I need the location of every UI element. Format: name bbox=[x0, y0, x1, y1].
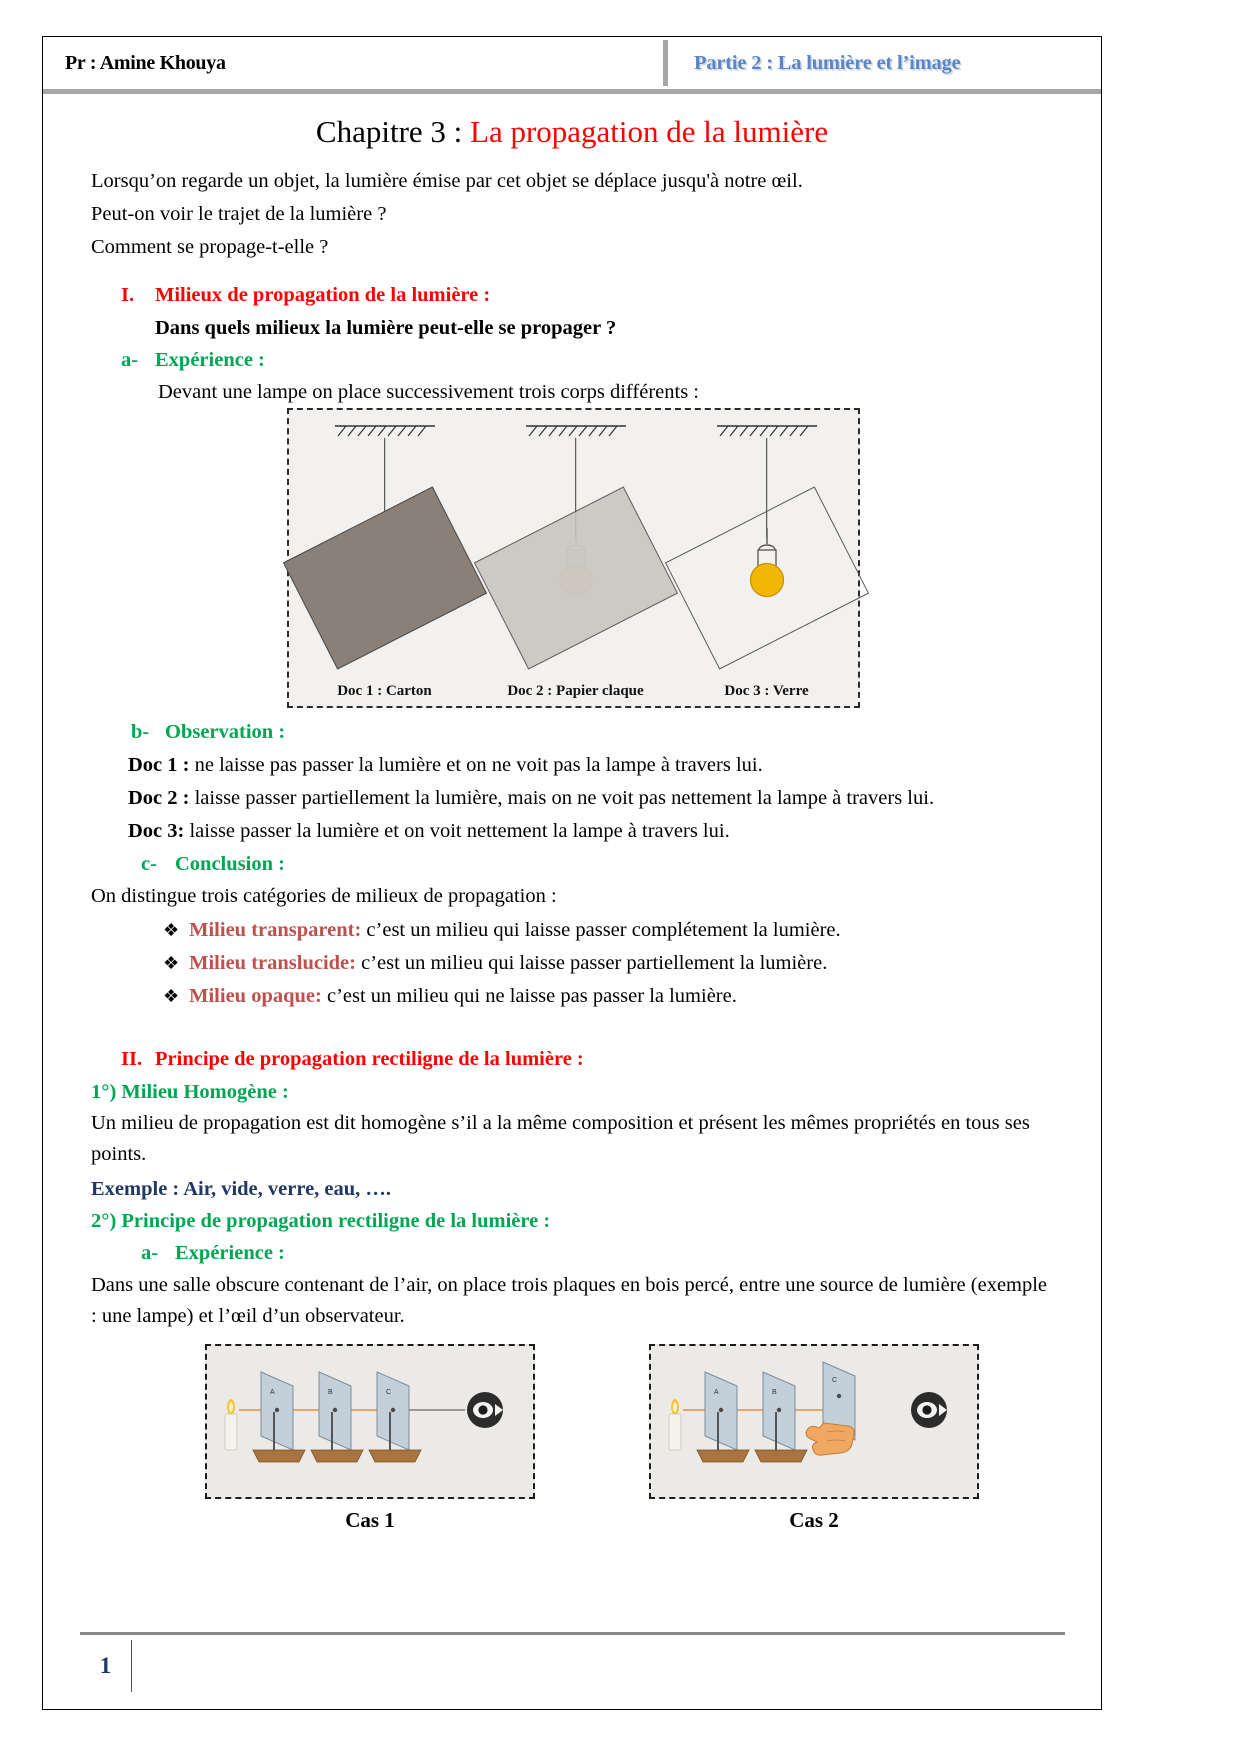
plate-C bbox=[369, 1372, 421, 1462]
papier-calque-plate bbox=[473, 487, 677, 670]
section-1-heading bbox=[43, 279, 1101, 311]
bullet-term: Milieu translucide: bbox=[189, 952, 356, 975]
title-main: La propagation de la lumière bbox=[470, 114, 829, 149]
bullet-text: c’est un milieu qui laisse passer partiellement la lumière. bbox=[355, 952, 828, 975]
case-1-label: Cas 1 bbox=[345, 1507, 395, 1532]
section-1-a-heading bbox=[43, 344, 1101, 376]
section-1-a-letter: a- bbox=[121, 349, 139, 372]
figure-1-three-bodies bbox=[287, 408, 860, 708]
diamond-bullet-icon: ❖ bbox=[163, 919, 180, 940]
figure-2-wrapper bbox=[43, 1334, 1101, 1533]
header-vertical-divider bbox=[663, 40, 668, 86]
figure-1-doc-3 bbox=[671, 410, 862, 710]
figure-1-caption-2: Doc 2 : Papier claque bbox=[507, 683, 644, 700]
page-content bbox=[43, 100, 1101, 1533]
footer-page-box bbox=[80, 1640, 132, 1692]
section-1-b-heading bbox=[43, 716, 1101, 748]
section-2-sub2-heading: 2°) Principe de propagation rectiligne de la lumière : bbox=[91, 1209, 551, 1232]
figure-1-doc-1 bbox=[289, 410, 480, 710]
conclusion-bullet bbox=[43, 947, 1101, 980]
bullet-term: Milieu transparent: bbox=[189, 918, 362, 941]
svg-text:C: C bbox=[832, 1376, 838, 1384]
lamp-source-icon-2 bbox=[669, 1399, 681, 1450]
observation-text: ne laisse pas passer la lumière et on ne voit pas la lampe à travers lui. bbox=[189, 753, 763, 776]
page-header bbox=[43, 37, 1101, 89]
svg-text:B: B bbox=[328, 1388, 333, 1396]
bullet-term: Milieu opaque: bbox=[189, 985, 322, 1008]
observation-row bbox=[43, 815, 1101, 848]
section-2-a-heading bbox=[43, 1237, 1101, 1269]
figure-1-caption-3: Doc 3 : Verre bbox=[724, 683, 809, 700]
intro-line-2: Peut-on voir le trajet de la lumière ? bbox=[91, 203, 387, 226]
plate-B bbox=[311, 1372, 363, 1462]
conclusion-bullet bbox=[43, 914, 1101, 947]
figure-2-case-1 bbox=[205, 1344, 535, 1533]
section-2-heading bbox=[43, 1043, 1101, 1075]
case-2-diagram bbox=[651, 1346, 981, 1501]
section-1-c-text: On distingue trois catégories de milieux de propagation : bbox=[91, 884, 557, 907]
observation-lead: Doc 1 : bbox=[128, 753, 190, 776]
section-2-a-letter: a- bbox=[141, 1242, 159, 1265]
section-2-title: Principe de propagation rectiligne de la lumière : bbox=[155, 1048, 584, 1071]
carton-plate bbox=[282, 487, 486, 670]
plate-A bbox=[253, 1372, 305, 1462]
case-2-scene bbox=[649, 1344, 979, 1499]
section-1-c-letter: c- bbox=[141, 853, 157, 876]
footer-rule bbox=[80, 1632, 1065, 1635]
figure-1-caption-1: Doc 1 : Carton bbox=[337, 683, 432, 700]
svg-text:A: A bbox=[714, 1388, 719, 1396]
case-2-label: Cas 2 bbox=[789, 1507, 839, 1532]
observation-row bbox=[43, 749, 1101, 782]
partie-title: Partie 2 : La lumière et l’image bbox=[694, 51, 961, 74]
plate-A bbox=[697, 1372, 749, 1462]
ceiling-hatch-icon-2 bbox=[525, 422, 627, 438]
header-right-cell bbox=[694, 37, 1101, 89]
svg-text:C: C bbox=[386, 1388, 392, 1396]
observation-lead: Doc 3: bbox=[128, 820, 185, 843]
section-2-sub1-heading: 1°) Milieu Homogène : bbox=[91, 1080, 289, 1103]
section-1-question: Dans quels milieux la lumière peut-elle se propager ? bbox=[155, 316, 617, 339]
section-1-a-text: Devant une lampe on place successivement trois corps différents : bbox=[158, 380, 699, 403]
observation-lead: Doc 2 : bbox=[128, 786, 190, 809]
bullet-text: c’est un milieu qui laisse passer complétement la lumière. bbox=[361, 918, 841, 941]
intro-line-1: Lorsqu’on regarde un objet, la lumière émise par cet objet se déplace jusqu'à notre œil. bbox=[91, 170, 803, 192]
section-1-b-letter: b- bbox=[131, 721, 150, 744]
section-1-number: I. bbox=[121, 284, 135, 307]
section-2-number: II. bbox=[121, 1048, 143, 1071]
observer-eye-icon-2 bbox=[911, 1392, 947, 1428]
conclusion-bullet bbox=[43, 980, 1101, 1013]
case-1-diagram bbox=[207, 1346, 537, 1501]
hand-icon bbox=[806, 1423, 854, 1455]
section-1-a-label: Expérience : bbox=[155, 349, 265, 372]
section-2-example: Exemple : Air, vide, verre, eau, …. bbox=[91, 1177, 392, 1200]
section-1-b-label: Observation : bbox=[165, 721, 286, 744]
plate-B bbox=[755, 1372, 807, 1462]
section-1-c-heading bbox=[43, 848, 1101, 880]
observation-text: laisse passer la lumière et on voit nettement la lampe à travers lui. bbox=[184, 820, 730, 843]
svg-text:A: A bbox=[270, 1388, 275, 1396]
section-2-a-text: Dans une salle obscure contenant de l’air, on place trois plaques en bois percé, entre une source de lumière (exemple : une lampe) et l’œil d’un observateur. bbox=[91, 1273, 1048, 1327]
case-1-scene bbox=[205, 1344, 535, 1499]
professor-name: Pr : Amine Khouya bbox=[65, 51, 226, 74]
diamond-bullet-icon: ❖ bbox=[163, 953, 180, 974]
section-2-sub1-text: Un milieu de propagation est dit homogène s’il a la même composition et présent les mêmes propriétés en tous ses points. bbox=[91, 1112, 1030, 1166]
section-1-c-label: Conclusion : bbox=[175, 853, 285, 876]
header-left-cell bbox=[43, 37, 663, 89]
diamond-bullet-icon: ❖ bbox=[163, 986, 180, 1007]
intro-line-3: Comment se propage-t-elle ? bbox=[91, 236, 329, 259]
header-horizontal-rule bbox=[43, 89, 1101, 94]
ceiling-hatch-icon-3 bbox=[716, 422, 818, 438]
lamp-icon-visible bbox=[739, 528, 795, 606]
page-number: 1 bbox=[99, 1653, 112, 1678]
section-2-a-label: Expérience : bbox=[175, 1242, 285, 1265]
ceiling-hatch-icon-1 bbox=[334, 422, 436, 438]
figure-2-case-2 bbox=[649, 1344, 979, 1533]
page-title bbox=[43, 114, 1101, 150]
figure-1-doc-2 bbox=[480, 410, 671, 710]
bullet-text: c’est un milieu qui ne laisse pas passer la lumière. bbox=[321, 985, 737, 1008]
observation-text: laisse passer partiellement la lumière, mais on ne voit pas nettement la lampe à travers lui. bbox=[189, 786, 935, 809]
observer-eye-icon-1 bbox=[467, 1392, 503, 1428]
lamp-source-icon-1 bbox=[225, 1399, 237, 1450]
section-1-title: Milieux de propagation de la lumière : bbox=[155, 284, 491, 307]
title-prefix: Chapitre 3 : bbox=[315, 114, 471, 149]
svg-text:B: B bbox=[772, 1388, 777, 1396]
figure-1-wrapper bbox=[43, 408, 1101, 708]
observation-row bbox=[43, 782, 1101, 815]
